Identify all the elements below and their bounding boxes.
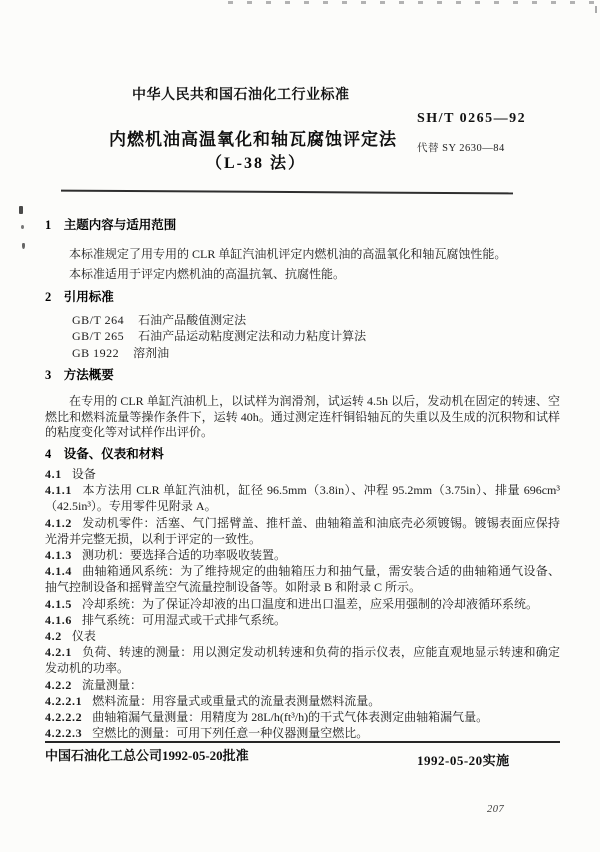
clause (45, 547, 560, 563)
section-equipment (45, 446, 560, 741)
section-number: 2 (45, 290, 52, 304)
clause-number: 4.1.1 (45, 483, 72, 498)
section-heading (45, 289, 560, 305)
paragraph: 本标准适用于评定内燃机油的高温抗氧、抗腐性能。 (69, 267, 346, 281)
reference-code: GB/T 264 (72, 313, 125, 327)
scan-artifact-dashes (228, 1, 600, 4)
implementation-note: 1992-05-20实施 (417, 753, 510, 768)
clause-text: 排气系统：可用湿式或干式排气系统。 (82, 612, 287, 627)
reference-title: 溶剂油 (133, 345, 170, 360)
reference-item (72, 345, 560, 361)
clause-number: 4.2.2.3 (45, 726, 83, 741)
paragraph: 在专用的 CLR 单缸汽油机上，以试样为润滑剂，试运转 4.5h 以后，发动机在固定的转速、空燃比和燃料流量等操作条件下，运转 40h。通过测定连杆铜铅轴瓦的失重以及生成的沉积物和试样的粘度变化等对试样作出评价。 (45, 394, 560, 439)
standard-org-line: 中华人民共和国石油化工行业标准 (132, 88, 350, 103)
clause (45, 709, 560, 725)
clause-text: 曲轴箱通风系统：为了维持规定的曲轴箱压力和抽气量，需安装合适的曲轴箱通气设备、抽气控制设备和摇臂盖空气流量控制设备等。如附录 B 和附录 C 所示。 (45, 564, 560, 595)
section-heading (45, 446, 560, 462)
clause-number: 4.2.1 (45, 645, 72, 660)
clause (45, 612, 560, 628)
scan-artifact-tick (595, 6, 597, 13)
section-scope (45, 217, 560, 284)
header-divider (61, 190, 513, 195)
section-heading (45, 367, 560, 383)
clause (45, 482, 560, 514)
clause-number: 4.2 (45, 629, 62, 644)
section-title: 方法概要 (63, 368, 114, 382)
section-title: 主题内容与适用范围 (63, 218, 177, 232)
page-number: 207 (487, 804, 505, 815)
scan-artifact-speck (19, 206, 23, 214)
section-heading (45, 217, 560, 233)
reference-code: GB 1922 (72, 345, 120, 360)
scan-artifact-speck (21, 225, 24, 229)
clause-text: 设备 (71, 467, 96, 481)
clause-number: 4.2.2.1 (45, 693, 83, 708)
clause-number: 4.1.2 (45, 515, 72, 530)
document-subtitle: （L-38 法） (206, 155, 307, 172)
clause-list (45, 466, 560, 741)
section-title: 引用标准 (63, 290, 114, 304)
clause (45, 563, 560, 595)
approval-note: 中国石油化工总公司1992-05-20批准 (45, 748, 249, 763)
replaces-note: 代替 SY 2630—84 (417, 143, 505, 154)
document-title: 内燃机油高温氧化和轴瓦腐蚀评定法 (109, 130, 397, 149)
reference-item (72, 312, 560, 328)
clause-text: 流量测量： (82, 677, 143, 692)
clause (45, 677, 560, 693)
reference-item (72, 328, 560, 344)
clause (45, 515, 560, 547)
clause-number: 4.1.5 (45, 596, 72, 611)
clause-text: 燃料流量：用容量式或重量式的流量表测量燃料流量。 (92, 693, 381, 708)
reference-title: 石油产品运动粘度测定法和动力粘度计算法 (138, 329, 367, 344)
clause-text: 发动机零件：活塞、气门摇臂盖、推杆盖、曲轴箱盖和油底壳必须镀锡。镀锡表面应保持光滑并完整无损，以利于评定的一致性。 (45, 515, 560, 546)
clause-number: 4.1.6 (45, 612, 72, 627)
section-number: 4 (45, 447, 52, 461)
clause-number: 4.1.4 (45, 564, 72, 579)
clause-number: 4.1 (45, 467, 62, 481)
section-paragraphs (45, 244, 560, 284)
clause (45, 693, 560, 709)
clause (45, 628, 560, 644)
section-references (45, 289, 560, 361)
clause-number: 4.1.3 (45, 548, 72, 563)
clause-text: 本方法用 CLR 单缸汽油机，缸径 96.5mm（3.8in）、冲程 95.2mm（3.75in）、排量 696cm³（42.5in³）。专用零件见附录 A。 (45, 483, 560, 514)
clause-number: 4.2.2.2 (45, 710, 83, 725)
clause-text: 空燃比的测量：可用下列任意一种仪器测量空燃比。 (92, 726, 369, 741)
reference-title: 石油产品酸值测定法 (138, 313, 247, 327)
clause (45, 725, 560, 741)
reference-code: GB/T 265 (72, 329, 125, 344)
scan-artifact-speck (22, 243, 25, 249)
footer-divider (45, 741, 560, 743)
clause-text: 测功机：要选择合适的功率吸收装置。 (82, 548, 287, 563)
section-title: 设备、仪表和材料 (63, 447, 164, 461)
section-number: 1 (45, 218, 52, 232)
clause-number: 4.2.2 (45, 677, 72, 692)
reference-list (45, 312, 560, 361)
standard-code: SH/T 0265—92 (417, 111, 527, 126)
clause-text: 负荷、转速的测量：用以测定发动机转速和负荷的指示仪表，应能直观地显示转速和确定发动机的功率。 (45, 645, 560, 676)
paragraph: 本标准规定了用专用的 CLR 单缸汽油机评定内燃机油的高温氧化和轴瓦腐蚀性能。 (69, 247, 507, 261)
clause (45, 596, 560, 612)
clause-text: 曲轴箱漏气量测量：用精度为 28L/h(ft³/h)的干式气体表测定曲轴箱漏气量。 (92, 710, 489, 725)
clause-text: 冷却系统：为了保证冷却液的出口温度和进出口温差，应采用强制的冷却液循环系统。 (82, 596, 539, 611)
section-number: 3 (45, 368, 52, 382)
clause (45, 644, 560, 676)
clause (45, 466, 560, 482)
section-summary (45, 367, 560, 441)
clause-text: 仪表 (71, 629, 96, 644)
